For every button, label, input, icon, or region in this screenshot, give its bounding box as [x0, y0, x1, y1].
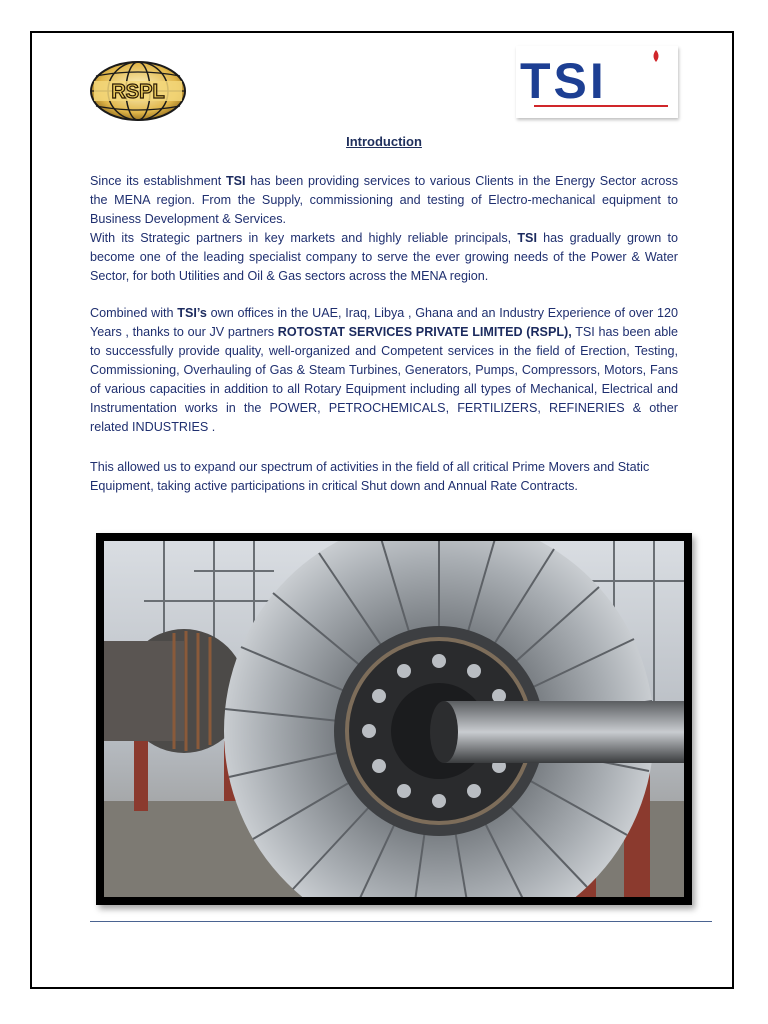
company-name: TSI — [225, 174, 246, 188]
turbine-photo — [104, 541, 684, 897]
tsi-logo-text: TSI — [520, 53, 607, 109]
footer-divider — [90, 921, 712, 922]
text-run: Since its establishment — [90, 174, 226, 188]
text-run: Combined with — [90, 306, 178, 320]
tsi-logo — [516, 46, 678, 118]
intro-paragraph-1 — [90, 172, 678, 286]
text-run: own offices in the UAE, Iraq, Libya , Ghana and an Industry Experience of over 120 Years , thanks to our JV partners — [90, 306, 678, 339]
text-run: has gradually grown to become one of the leading specialist company to serve the ever growing needs of the Power & Water Sector, for both Utilities and Oil & Gas sectors across the MENA region. — [90, 231, 678, 283]
company-name: TSI — [517, 231, 537, 245]
text-run: With its Strategic partners in key markets and highly reliable principals, — [90, 231, 518, 245]
intro-paragraph-3: This allowed us to expand our spectrum of activities in the field of all critical Prime Movers and Static Equipment, taking active participations in critical Shut down and Annual Rate Contracts. — [90, 460, 650, 493]
text-run: has been providing services to various Clients in the Energy Sector across the MENA region. From the Supply, commissioning and testing of Electro-mechanical equipment to Business Development & Services. — [90, 174, 678, 226]
partner-name: ROTOSTAT SERVICES PRIVATE LIMITED (RSPL), — [277, 325, 572, 339]
rspl-logo — [88, 60, 188, 122]
intro-paragraph-2 — [90, 304, 678, 437]
page-title: Introduction — [346, 134, 422, 149]
company-name: TSI’s — [177, 306, 207, 320]
text-run: TSI has been able to successfully provide quality, well-organized and Competent services in the field of Erection, Testing, Commissioning, Overhauling of Gas & Steam Turbines, Generators, Pumps, Compressors, Motors, Fans of various capacities in addition to all Rotary Equipment including all types of Mechanical, Electrical and Instrumentation works in the POWER, PETROCHEMICALS, FERTILIZERS, REFINERIES & other related INDUSTRIES . — [90, 325, 679, 434]
turbine-photo-frame — [96, 533, 692, 905]
rspl-logo-text: RSPL — [111, 81, 165, 103]
